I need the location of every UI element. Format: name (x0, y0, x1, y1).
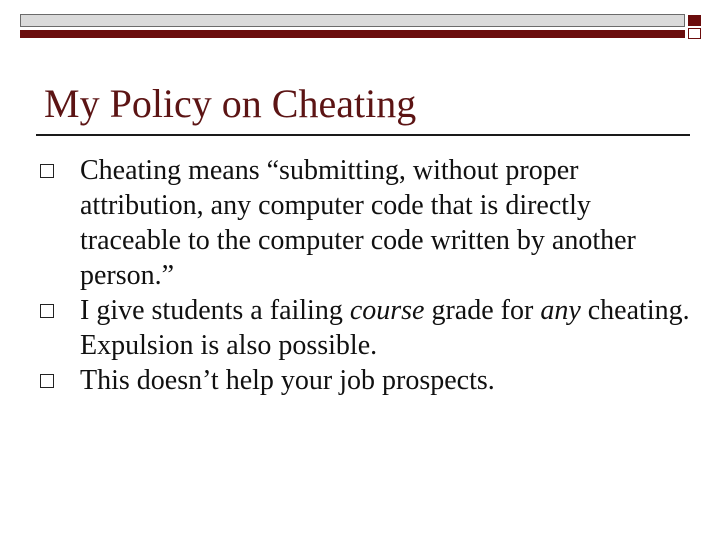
top-accent-line (20, 30, 685, 38)
text-run: grade for (424, 295, 541, 326)
emphasis-text: course (349, 295, 425, 326)
bullet-text (80, 295, 690, 361)
bullet-item (40, 363, 690, 398)
hollow-square-icon (40, 374, 54, 388)
bullet-text (80, 155, 636, 291)
hollow-square-icon (40, 164, 54, 178)
corner-square-icon (688, 15, 701, 26)
bullet-text (80, 365, 495, 396)
slide-title: My Policy on Cheating (44, 81, 417, 126)
hollow-square-icon (40, 304, 54, 318)
text-run: Cheating means “submitting, without proper attribution, any computer code that is directly traceable to the computer code written by another person.” (80, 155, 636, 291)
top-decorative-bar (20, 14, 685, 27)
text-run: I give students a failing (80, 295, 350, 326)
text-run: cheating. Expulsion is also possible. (80, 295, 690, 361)
bullet-item (40, 153, 690, 293)
text-run: This doesn’t help your job prospects. (80, 365, 495, 396)
corner-square-icon (688, 28, 701, 39)
bullet-item (40, 293, 690, 363)
bullet-list (40, 153, 690, 398)
title-divider (36, 134, 690, 136)
emphasis-text: any (540, 295, 581, 326)
